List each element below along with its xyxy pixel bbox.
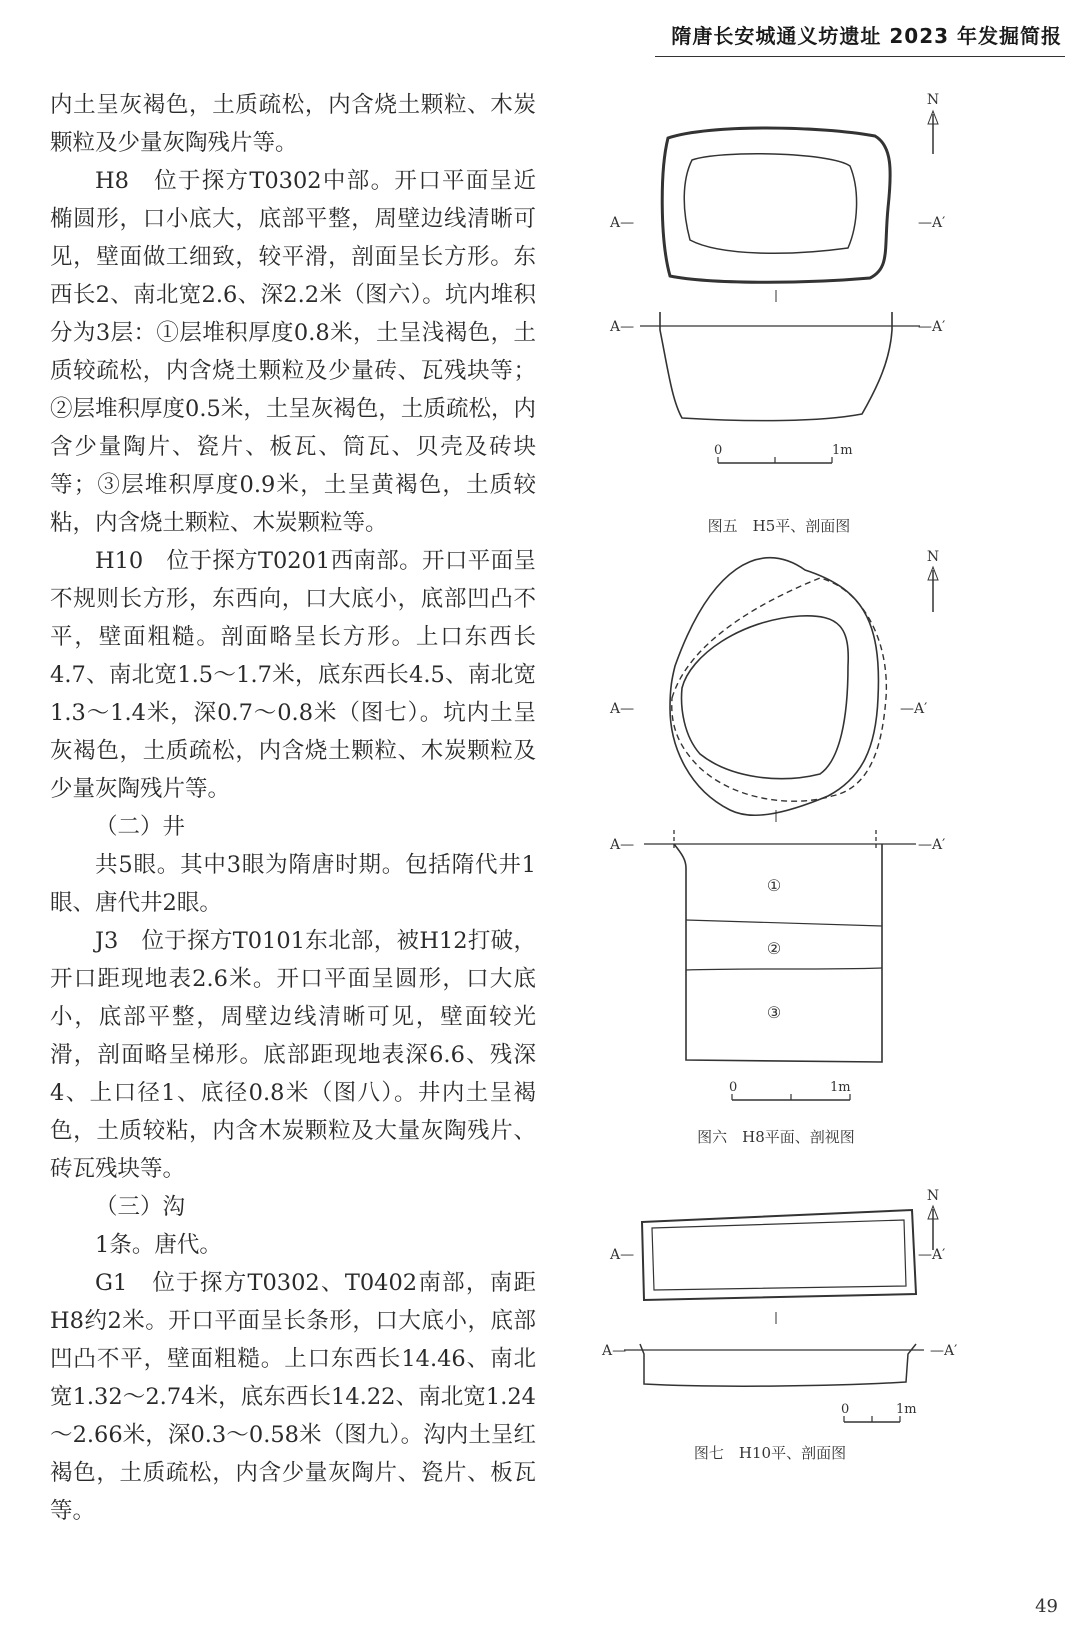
scale-zero-label: 0 <box>841 1402 850 1417</box>
scale-end-label: 1m <box>832 443 853 458</box>
layer-1-label: ① <box>766 876 782 895</box>
layer-3-label: ③ <box>766 1003 782 1022</box>
pit-bottom-outline <box>684 154 856 254</box>
figure-h10 <box>600 1188 1000 1462</box>
section-label-a: A— <box>610 701 635 717</box>
scale-zero-label: 0 <box>714 443 723 458</box>
profile-label-a: A— <box>610 837 635 853</box>
north-label: N <box>926 549 940 565</box>
profile-label-a: A— <box>610 319 635 335</box>
layer-boundary-2-3 <box>686 968 882 970</box>
section-label-a: A— <box>610 215 635 231</box>
header-rule <box>655 56 1065 57</box>
figure-h5-caption: 图五 H5平、剖面图 <box>707 517 851 535</box>
figure-h10-caption: 图七 H10平、剖面图 <box>693 1444 847 1462</box>
pit-profile-outline <box>660 312 892 421</box>
h8-bottom-outline <box>682 616 849 779</box>
body-text-column <box>50 86 536 1530</box>
section-label-a: A— <box>610 1247 635 1263</box>
intruding-feature-dashed-outline <box>672 578 887 801</box>
section-heading-wells: （二）井 <box>95 814 186 840</box>
page-number: 49 <box>1035 1596 1058 1617</box>
north-label: N <box>926 1188 940 1204</box>
paragraph-h10: H10 位于探方T0201西南部。开口平面呈不规则长方形，东西向，口大底小，底部凹凸不平，壁面粗糙。剖面略呈长方形。上口东西长4.7、南北宽1.5～1.7米，底东西长4.5、南北宽1.3～1.4米，深0.7～0.8米（图七）。坑内土呈灰褐色，土质疏松，内含烧土颗粒、木炭颗粒及少量灰陶残片等。 <box>50 548 536 802</box>
paragraph-h5-contents: 内土呈灰褐色，土质疏松，内含烧土颗粒、木炭颗粒及少量灰陶残片等。 <box>50 92 536 156</box>
section-heading-ditches: （三）沟 <box>95 1194 186 1220</box>
section-label-a-prime: —A′ <box>918 215 946 231</box>
scale-zero-label: 0 <box>729 1080 738 1095</box>
figure-h5-drawing <box>600 90 1000 490</box>
section-label-a-prime: —A′ <box>918 1247 946 1263</box>
paragraph-wells-summary: 共5眼。其中3眼为隋唐时期。包括隋代井1眼、唐代井2眼。 <box>50 852 536 916</box>
figure-h10-drawing <box>600 1188 1000 1448</box>
running-header: 隋唐长安城通义坊遗址 2023 年发掘简报 <box>671 24 1062 48</box>
profile-label-a-prime: —A′ <box>930 1343 958 1359</box>
section-label-a-prime: —A′ <box>900 701 928 717</box>
profile-label-a-prime: —A′ <box>918 319 946 335</box>
paragraph-h8: H8 位于探方T0302中部。开口平面呈近椭圆形，口小底大，底部平整，周壁边线清晰可见，壁面做工细致，较平滑，剖面呈长方形。东西长2、南北宽2.6、深2.2米（图六）。坑内堆积分为3层：①层堆积厚度0.8米，土呈浅褐色，土质较疏松，内含烧土颗粒及少量砖、瓦残块等；②层堆积厚度0.5米，土呈灰褐色，土质疏松，内含少量陶片、瓷片、板瓦、筒瓦、贝壳及砖块等；③层堆积厚度0.9米，土呈黄褐色，土质较粘，内含烧土颗粒、木炭颗粒等。 <box>50 168 536 536</box>
profile-label-a: A— <box>602 1343 627 1359</box>
north-label: N <box>926 92 940 108</box>
scale-end-label: 1m <box>830 1080 851 1095</box>
layer-2-label: ② <box>766 939 782 958</box>
figure-h8-caption: 图六 H8平面、剖视图 <box>697 1128 855 1146</box>
paragraph-g1: G1 位于探方T0302、T0402南部，南距H8约2米。开口平面呈长条形，口大底小，底部凹凸不平，壁面粗糙。上口东西长14.46、南北宽1.32～2.74米，底东西长14.22、南北宽1.24～2.66米，深0.3～0.58米（图九）。沟内土呈红褐色，土质疏松，内含少量灰陶片、瓷片、板瓦等。 <box>50 1270 536 1524</box>
figure-h8-drawing <box>600 548 1000 1108</box>
profile-label-a-prime: —A′ <box>918 837 946 853</box>
layer-boundary-1-2 <box>686 920 882 926</box>
paragraph-j3: J3 位于探方T0101东北部，被H12打破，开口距现地表2.6米。开口平面呈圆形，口大底小，底部平整，周壁边线清晰可见，壁面较光滑，剖面略呈梯形。底部距现地表深6.6、残深4、上口径1、底径0.8米（图八）。井内土呈褐色，土质较粘，内含木炭颗粒及大量灰陶残片、砖瓦残块等。 <box>50 928 536 1182</box>
h10-bottom-outline <box>652 1220 906 1290</box>
paragraph-ditch-summary: 1条。唐代。 <box>95 1232 222 1258</box>
scale-end-label: 1m <box>896 1402 917 1417</box>
figure-h5 <box>600 90 1000 535</box>
figure-h8 <box>600 548 1000 1146</box>
